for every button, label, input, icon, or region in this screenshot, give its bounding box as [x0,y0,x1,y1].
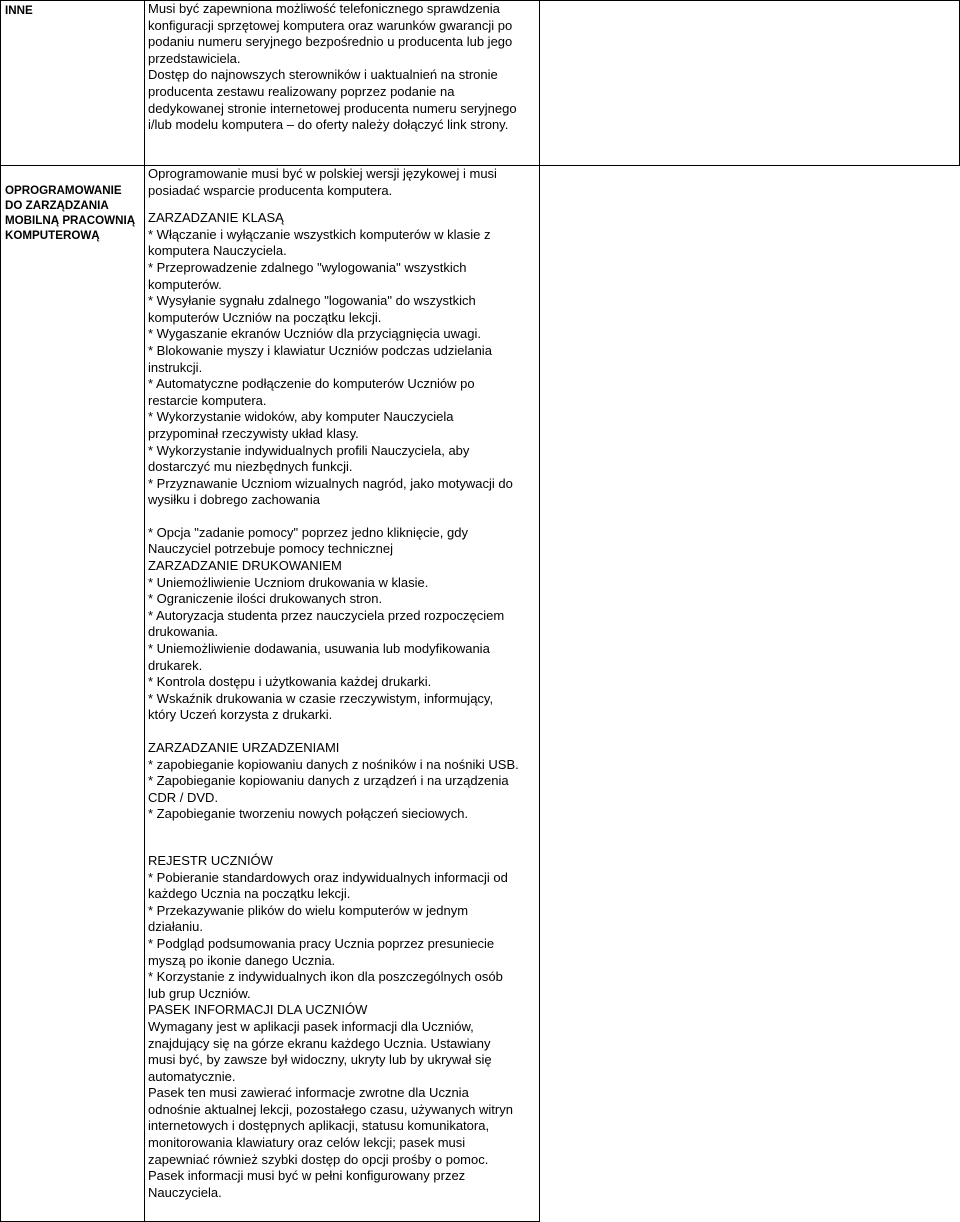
empty-column-cell [539,0,960,166]
paragraph-rejestr-uczniow: REJESTR UCZNIÓW * Pobieranie standardowych oraz indywidualnych informacji od każdego Ucznia na początku lekcji. * Przekazywanie plików do wielu komputerów w jednym działaniu. * Podgląd podsumowania pracy Ucznia poprzez presuniecie myszą po ikonie danego Ucznia. * Korzystanie z indywidualnych ikon dla poszczególnych osób lub grup Uczniów. PASEK INFORMACJI DLA UCZNIÓW Wymagany jest w aplikacji pasek informacji dla Uczniów, znajdujący się na górze ekranu każdego Ucznia. Ustawiany musi być, by zawsze był widoczny, ukryty lub by ukrywał się automatycznie. Pasek ten musi zawierać informacje zwrotne dla Ucznia odnośnie aktualnej lekcji, pozostałego czasu, używanych witryn internetowych i dostępnych aplikacji, statusu komunikatora, monitorowania klawiatury oraz celów lekcji; pasek musi zapewniać również szybki dostęp do opcji prośby o pomoc. Pasek informacji musi być w pełni konfigurowany przez Nauczyciela. [148,852,513,1200]
paragraph-zarzadzanie-klasa: ZARZADZANIE KLASĄ * Włączanie i wyłączanie wszystkich komputerów w klasie z komputera Nauczyciela. * Przeprowadzenie zdalnego "wylogowania" wszystkich komputerów. * Wysyłanie sygnału zdalnego "logowania" do wszystkich komputerów Uczniów na początku lekcji. * Wygaszanie ekranów Uczniów dla przyciągnięcia uwagi. * Blokowanie myszy i klawiatur Uczniów podczas udzielania instrukcji. * Automatyczne podłączenie do komputerów Uczniów po restarcie komputera. * Wykorzystanie widoków, aby komputer Nauczyciela przypominał rzeczywisty układ klasy. * Wykorzystanie indywidualnych profili Nauczyciela, aby dostarczyć mu niezbędnych funkcji. * Przyznawanie Uczniom wizualnych nagród, jako motywacji do wysiłku i dobrego zachowania [148,210,513,508]
paragraph-zarzadzanie-urzadzeniami: ZARZADZANIE URZADZENIAMI * zapobieganie kopiowaniu danych z nośników i na nośniki USB. * Zapobieganie kopiowaniu danych z urządzeń i na urządzenia CDR / DVD. * Zapobieganie tworzeniu nowych połączeń sieciowych. [148,740,519,822]
row-content-inne [144,0,540,166]
paragraph-intro: Oprogramowanie musi być w polskiej wersji językowej i musi posiadać wsparcie producenta komputera. [148,166,497,198]
row-content-oprogramowanie [144,165,540,1222]
label-text: INNE [5,4,33,17]
row-label-inne [0,0,145,166]
label-text: OPROGRAMOWANIE DO ZARZĄDZANIA MOBILNĄ PRACOWNIĄ KOMPUTEROWĄ [5,184,136,242]
paragraph: Musi być zapewniona możliwość telefonicznego sprawdzenia konfiguracji sprzętowej komputera oraz warunków gwarancji po podaniu numeru seryjnego bezpośrednio u producenta lub jego przedstawiciela. Dostęp do najnowszych sterowników i uaktualnień na stronie producenta zestawu realizowany poprzez podanie na dedykowanej stronie internetowej producenta numeru seryjnego i/lub modelu komputera – do oferty należy dołączyć link strony. [148,1,517,133]
paragraph-zarzadzanie-drukowaniem: * Opcja "zadanie pomocy" poprzez jedno kliknięcie, gdy Nauczyciel potrzebuje pomocy technicznej ZARZADZANIE DRUKOWANIEM * Uniemożliwienie Uczniom drukowania w klasie. * Ograniczenie ilości drukowanych stron. * Autoryzacja studenta przez nauczyciela przed rozpoczęciem drukowania. * Uniemożliwienie dodawania, usuwania lub modyfikowania drukarek. * Kontrola dostępu i użytkowania każdej drukarki. * Wskaźnik drukowania w czasie rzeczywistym, informujący, który Uczeń korzysta z drukarki. [148,524,505,723]
row-label-oprogramowanie [0,165,145,1222]
